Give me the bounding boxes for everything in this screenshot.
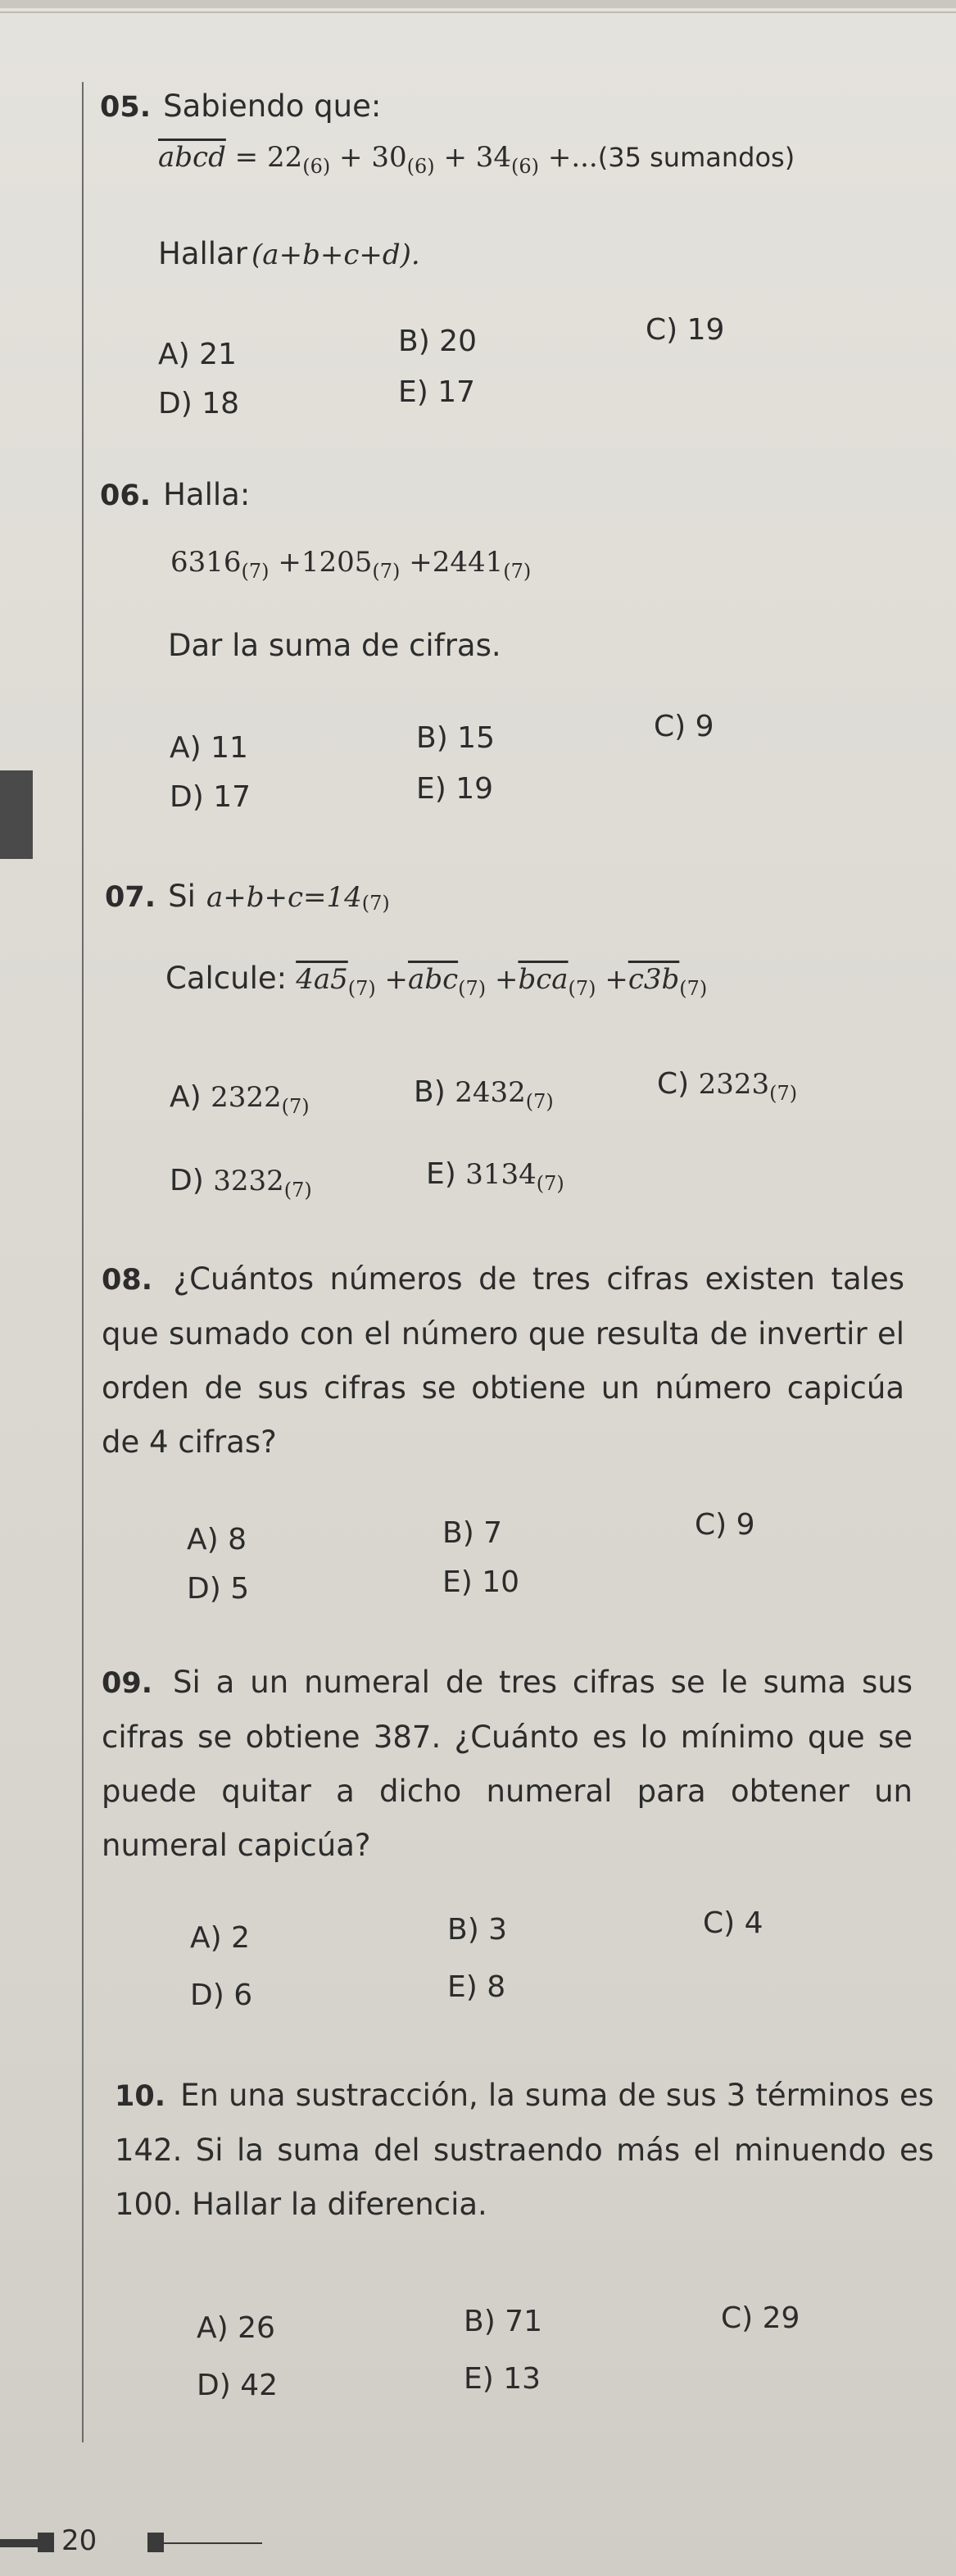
footer-square-left — [38, 2533, 54, 2552]
question-06-ask: Dar la suma de cifras. — [168, 628, 501, 663]
option-base: (7) — [536, 1172, 564, 1196]
question-number: 09. — [102, 1667, 153, 1700]
option-label: A) — [170, 1080, 202, 1114]
eq-equals: = — [234, 141, 259, 174]
eq-note: (35 sumandos) — [597, 142, 795, 173]
ask-math: (a+b+c+d). — [251, 239, 420, 271]
eq-base-3: (6) — [511, 154, 540, 178]
eq-plus-2: + — [443, 141, 467, 174]
q07-option-e[interactable] — [426, 1157, 564, 1195]
footer-line — [164, 2542, 262, 2544]
eq-lhs: abcd — [158, 141, 226, 174]
q06-option-a[interactable]: A) 11 — [170, 731, 248, 765]
eq-term-1: 6316 — [170, 546, 242, 579]
q09-option-c[interactable]: C) 4 — [703, 1906, 763, 1940]
option-value: 2323 — [698, 1068, 770, 1101]
option-value: 2432 — [455, 1076, 526, 1109]
page-number: 20 — [61, 2524, 97, 2557]
question-number: 06. — [100, 479, 152, 512]
question-06-equation — [170, 546, 531, 583]
question-09 — [102, 1656, 913, 1873]
question-number: 08. — [102, 1264, 153, 1297]
q05-option-d[interactable]: D) 18 — [158, 387, 240, 420]
eq-plus-2: + — [494, 963, 519, 996]
left-margin-rule — [82, 82, 84, 2442]
q08-option-b[interactable]: B) 7 — [442, 1516, 503, 1550]
top-border-line — [0, 11, 956, 13]
option-label: B) — [414, 1075, 446, 1109]
eq-term-3: $\overline{bca}$ — [518, 963, 569, 996]
question-10 — [115, 2069, 934, 2232]
question-05-ask — [158, 236, 420, 271]
q08-option-e[interactable]: E) 10 — [442, 1565, 520, 1599]
eq-term-2: $\overline{abc}$ — [408, 963, 459, 996]
q07-option-a[interactable] — [170, 1080, 310, 1118]
eq-term-1: 22 — [266, 141, 303, 174]
option-label: C) — [657, 1067, 690, 1101]
question-05-header — [100, 89, 381, 124]
footer-bar — [0, 2539, 38, 2547]
q09-option-a[interactable]: A) 2 — [190, 1921, 251, 1955]
top-border — [0, 0, 956, 8]
q10-option-b[interactable]: B) 71 — [464, 2305, 542, 2338]
q08-option-a[interactable]: A) 8 — [187, 1523, 247, 1556]
footer-square-right — [147, 2533, 164, 2552]
question-number: 10. — [115, 2080, 166, 2113]
eq-base-2: (6) — [406, 154, 435, 178]
question-07-header — [105, 879, 390, 915]
question-07-calc — [165, 961, 707, 1000]
eq-plus-1: + — [339, 141, 363, 174]
eq-term-2: 1205 — [301, 546, 373, 579]
q10-option-e[interactable]: E) 13 — [464, 2362, 541, 2396]
intro-base: (7) — [361, 892, 390, 915]
q07-option-d[interactable] — [170, 1164, 312, 1202]
option-base: (7) — [769, 1082, 798, 1106]
calc-label: Calcule: — [165, 961, 288, 996]
ask-prefix: Hallar — [158, 236, 247, 271]
question-08 — [102, 1252, 904, 1470]
option-label: E) — [426, 1157, 456, 1191]
q06-option-b[interactable]: B) 15 — [416, 721, 495, 755]
q06-option-e[interactable]: E) 19 — [416, 772, 494, 806]
option-base: (7) — [525, 1090, 554, 1114]
option-base: (7) — [281, 1095, 310, 1119]
eq-plus-2: + — [409, 546, 433, 579]
eq-base-1: (7) — [241, 559, 270, 583]
eq-term-1: 4a5 — [296, 963, 348, 996]
q05-option-c[interactable]: C) 19 — [646, 313, 725, 347]
q08-option-d[interactable]: D) 5 — [187, 1572, 250, 1606]
question-text: ¿Cuántos números de tres cifras existen tales que sumado con el número que resulta de invertir el orden de sus cifras se obtiene un número capicúa de 4 cifras? — [102, 1261, 904, 1460]
eq-tail: +... — [547, 141, 598, 174]
question-text: En una sustracción, la suma de sus 3 términos es 142. Si la suma del sustraendo más el minuendo es 100. Hallar la diferencia. — [115, 2078, 934, 2222]
eq-term-4: c3b — [628, 963, 680, 996]
q08-option-c[interactable]: C) 9 — [695, 1508, 755, 1542]
option-value: 2322 — [211, 1081, 282, 1114]
eq-plus-1: + — [278, 546, 301, 579]
eq-base-3: (7) — [568, 976, 596, 1000]
eq-base-2: (7) — [372, 559, 401, 583]
q06-option-c[interactable]: C) 9 — [654, 710, 714, 743]
intro-math: a+b+c=14 — [206, 881, 362, 914]
eq-term-2: 30 — [371, 141, 407, 174]
eq-base-1: (6) — [302, 154, 331, 178]
question-intro: Halla: — [163, 477, 251, 512]
q07-option-c[interactable] — [657, 1067, 797, 1105]
q05-option-a[interactable]: A) 21 — [158, 338, 237, 371]
intro-prefix: Si — [168, 879, 196, 914]
eq-base-3: (7) — [503, 559, 532, 583]
q06-option-d[interactable]: D) 17 — [170, 780, 251, 814]
q07-option-b[interactable] — [414, 1075, 554, 1113]
q10-option-d[interactable]: D) 42 — [197, 2369, 279, 2402]
eq-plus-3: + — [605, 963, 628, 996]
question-05-equation — [158, 141, 795, 178]
q09-option-b[interactable]: B) 3 — [447, 1913, 508, 1947]
option-value: 3134 — [465, 1158, 537, 1191]
eq-base-4: (7) — [679, 976, 708, 1000]
option-value: 3232 — [213, 1165, 284, 1197]
eq-base-1: (7) — [347, 976, 376, 1000]
eq-plus-1: + — [384, 963, 409, 996]
option-label: D) — [170, 1164, 204, 1197]
option-base: (7) — [283, 1179, 312, 1202]
q09-option-d[interactable]: D) 6 — [190, 1979, 253, 2012]
question-text: Si a un numeral de tres cifras se le suma sus cifras se obtiene 387. ¿Cuánto es lo mínimo que se puede quitar a dicho numeral para obtener un numeral capicúa? — [102, 1665, 913, 1863]
question-number: 07. — [105, 881, 156, 914]
eq-term-3: 2441 — [432, 546, 504, 579]
q05-option-e[interactable]: E) 17 — [398, 375, 476, 409]
eq-base-2: (7) — [458, 976, 487, 1000]
q10-option-c[interactable]: C) 29 — [721, 2301, 800, 2335]
q09-option-e[interactable]: E) 8 — [447, 1970, 506, 2004]
eq-term-3: 34 — [475, 141, 512, 174]
q10-option-a[interactable]: A) 26 — [197, 2311, 275, 2345]
left-edge-mark — [0, 770, 33, 859]
question-intro: Sabiendo que: — [163, 89, 382, 124]
question-06-header — [100, 477, 250, 512]
q05-option-b[interactable]: B) 20 — [398, 325, 477, 358]
question-number: 05. — [100, 91, 152, 124]
